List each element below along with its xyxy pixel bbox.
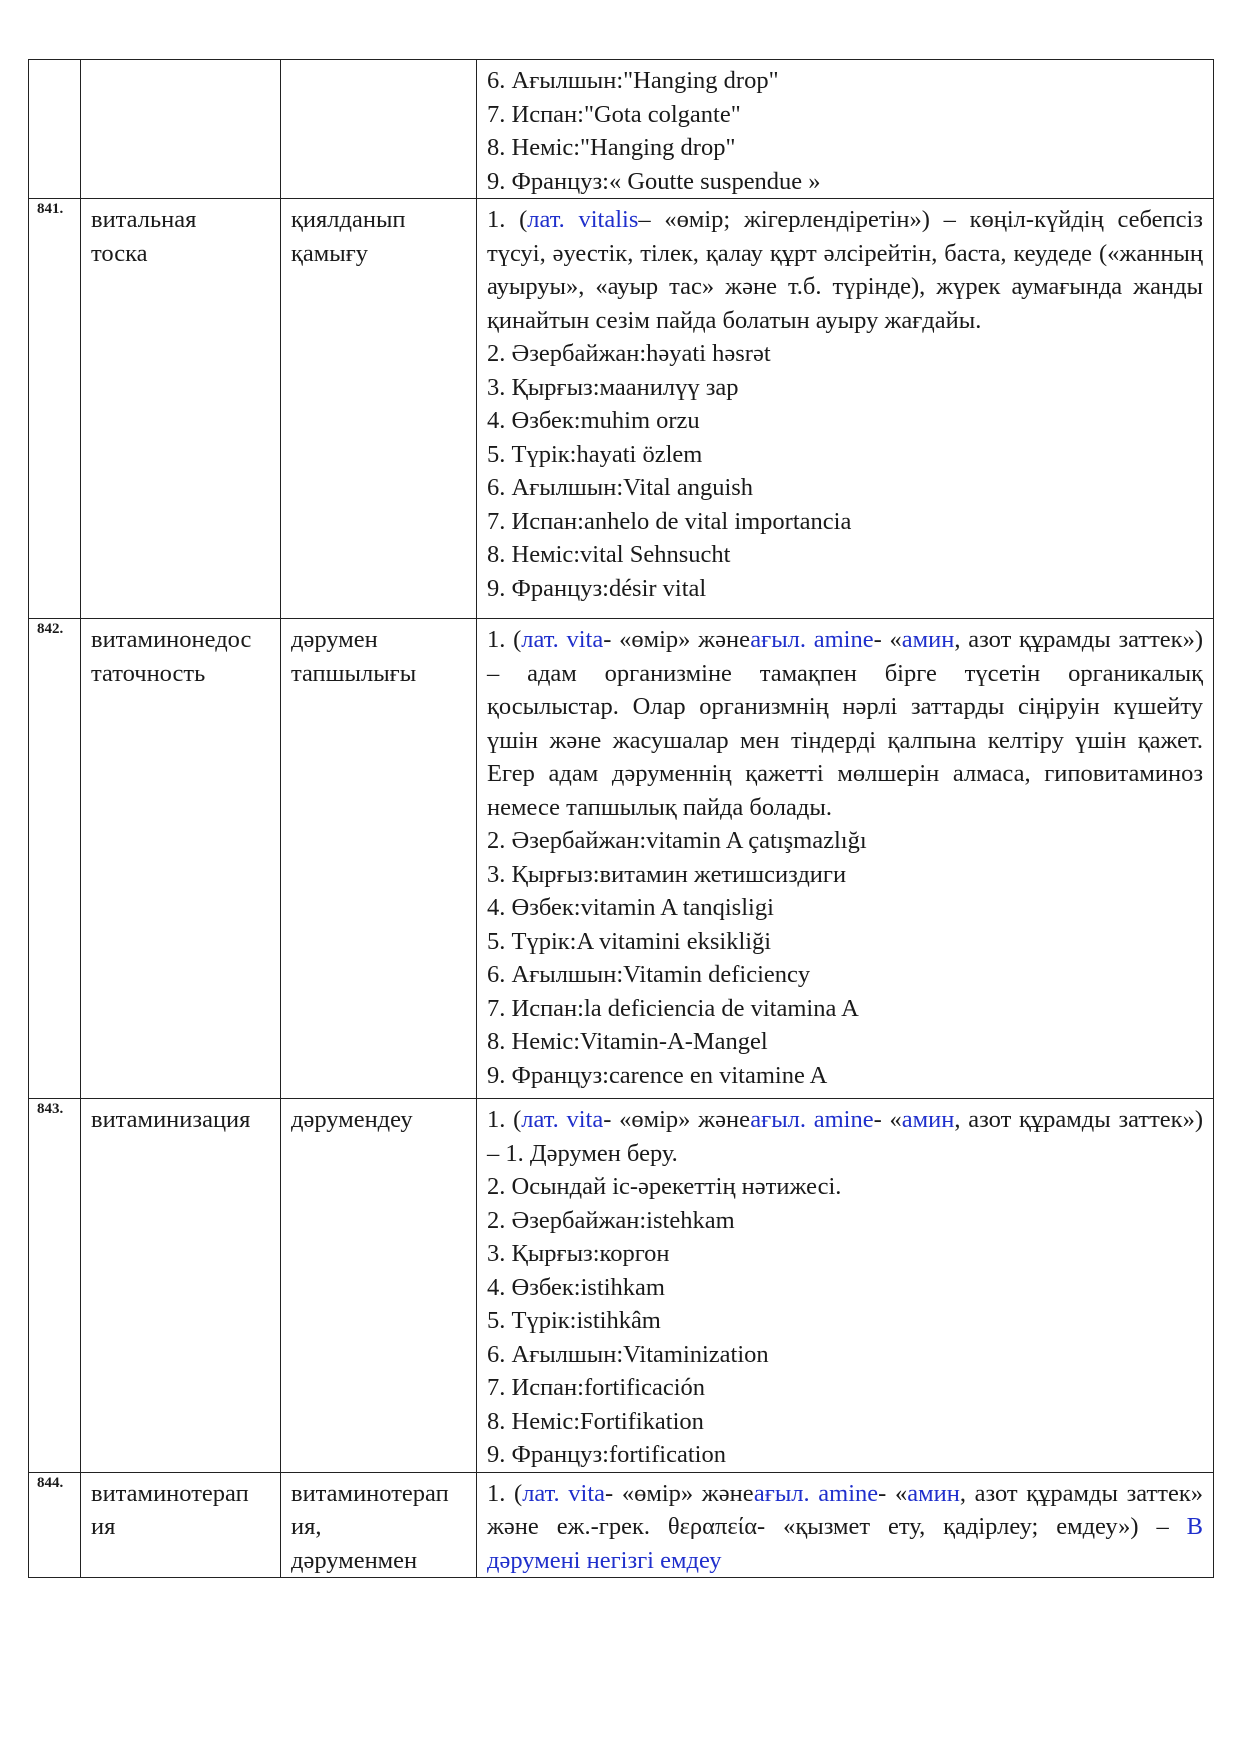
translation-line: 8. Неміс:vital Sehnsucht (487, 541, 731, 568)
etymology-highlight: лат. vitalis (527, 206, 639, 233)
kazakh-term-line: дәрумендеу (291, 1106, 413, 1133)
etymology-highlight: лат. vita (521, 626, 604, 653)
translation-line: 5. Түрік:hayati özlem (487, 440, 703, 468)
translation-line: 3. Қырғыз:коргон (487, 1240, 670, 1267)
definition-segment: 1. ( (487, 1106, 522, 1133)
definition-text (487, 1103, 1203, 1170)
etymology-highlight: ағыл. amine (753, 1479, 879, 1507)
definition-segment: 1. ( (487, 1479, 523, 1507)
table-row (29, 1099, 1214, 1473)
translation-line: 7. Испан:fortificación (487, 1374, 706, 1401)
russian-term-line: витаминотерап (91, 1479, 249, 1507)
definition-text (487, 203, 1203, 337)
translation-line: 5. Түрік:A vitamini eksikliği (487, 927, 772, 955)
definition-segment: – «өмір; жігерлендіретін») – көңіл-күйдің себепсіз түсуі, әуестік, тілек, қалау құрт әлсірейтін, баста, кеудеде («жанның ауыруы», «ауыр тас» және т.б. түрінде), жүрек аумағында жанды қинайтын сезім пайда болатын ауыру жағдайы. (487, 206, 1203, 334)
kazakh-term (281, 1099, 477, 1473)
russian-term-line: витаминонедос (91, 626, 252, 653)
russian-term-line: тоска (91, 239, 148, 267)
translation-line: 8. Неміс:"Hanging drop" (487, 134, 736, 161)
kazakh-term-line: ия, (291, 1513, 322, 1540)
etymology-highlight: лат. vita (522, 1479, 606, 1507)
definition-segment: - « (873, 1106, 902, 1133)
translation-line: 9. Француз:carence en vitamine A (487, 1061, 828, 1089)
kazakh-term-line: дәрумен (291, 626, 378, 653)
translation-line: 2. Әзербайжан:istehkam (487, 1206, 735, 1234)
entry-number (29, 60, 81, 199)
table-row (29, 199, 1214, 619)
russian-term-line: витаминизация (91, 1106, 251, 1133)
definition-cell (477, 619, 1214, 1099)
translation-line: 3. Қырғыз:витамин жетишсиздиги (487, 860, 847, 888)
definition-segment: 1. ( (487, 206, 528, 233)
russian-term-line: витальная (91, 206, 197, 233)
russian-term (81, 619, 281, 1099)
kazakh-term-line: қиялданып (291, 206, 406, 233)
entry-number: 842. (29, 619, 81, 1099)
translation-line: 4. Өзбек:muhim orzu (487, 407, 700, 434)
definition-text (487, 1477, 1203, 1578)
etymology-highlight: лат. vita (521, 1106, 604, 1133)
russian-term (81, 1472, 281, 1578)
translation-line: 6. Ағылшын:Vital anguish (487, 474, 754, 501)
definition-segment: , азот құрамды заттек» және еж.-грек. θεραπεία- «қызмет ету, қадірлеу; емдеу») – (487, 1479, 1203, 1540)
translation-line: 6. Ағылшын:Vitamin deficiency (487, 961, 811, 988)
translation-line: 5. Түрік:istihkâm (487, 1307, 661, 1334)
translation-line: 8. Неміс:Vitamin-A-Mangel (487, 1028, 768, 1055)
definition-cell (477, 199, 1214, 619)
definition-cell (477, 60, 1214, 199)
definition-text (487, 623, 1203, 824)
translation-line: 9. Француз:fortification (487, 1441, 726, 1468)
translation-line: 7. Испан:anhelo de vital importancia (487, 507, 852, 535)
definition-cell (477, 1472, 1214, 1578)
definition-segment: - «өмір» және (605, 1479, 754, 1507)
etymology-highlight: ағыл. amine (750, 1106, 874, 1133)
translation-line: 9. Француз:désir vital (487, 574, 707, 602)
table-row (29, 619, 1214, 1099)
kazakh-term (281, 1472, 477, 1578)
translation-line: 8. Неміс:Fortifikation (487, 1407, 704, 1435)
translation-line: 7. Испан:"Gota colgante" (487, 100, 741, 128)
translation-line: 7. Испан:la deficiencia de vitamina A (487, 994, 859, 1022)
etymology-highlight: В дәрумені негізгі емдеу (487, 1513, 1203, 1574)
definition-segment: 1. ( (487, 626, 522, 653)
translation-line: 2. Осындай іс-әрекеттің нәтижесі. (487, 1173, 842, 1200)
russian-term (81, 199, 281, 619)
definition-segment: - «өмір» және (603, 626, 751, 653)
dictionary-rows (29, 60, 1214, 1578)
translation-line: 4. Өзбек:istihkam (487, 1273, 665, 1301)
table-row (29, 60, 1214, 199)
translation-line: 2. Әзербайжан:vitamin A çatışmazlığı (487, 827, 867, 854)
definition-segment: - «өмір» және (603, 1106, 751, 1133)
translation-line: 2. Әзербайжан:həyati həsrət (487, 340, 771, 367)
entry-number: 843. (29, 1099, 81, 1473)
definition-segment: , азот құрамды заттек») – адам организміне тамақпен бірге түсетін органикалық қосылыстар. Олар организмнің нәрлі заттарды сіңіруін күшейту үшін және жасушалар мен тіндерді қалпына келтіру үшін қажет. Егер адам дәруменнің қажетті мөлшерін алмаса, гиповитаминоз немесе тапшылық пайда болады. (487, 626, 1203, 821)
definition-segment: - « (878, 1479, 908, 1507)
etymology-highlight: амин (901, 626, 955, 653)
translation-line: 9. Француз:« Goutte suspendue » (487, 167, 821, 195)
dictionary-table (28, 59, 1214, 1578)
kazakh-term-line: тапшылығы (291, 659, 417, 687)
kazakh-term (281, 619, 477, 1099)
russian-term-line: таточность (91, 659, 206, 687)
kazakh-term-line: қамығу (291, 239, 369, 267)
definition-segment: - « (873, 626, 902, 653)
etymology-highlight: амин (907, 1479, 960, 1507)
etymology-highlight: ағыл. amine (750, 626, 874, 653)
translation-line: 4. Өзбек:vitamin A tanqisligi (487, 894, 774, 921)
russian-term (81, 1099, 281, 1473)
translation-line: 6. Ағылшын:"Hanging drop" (487, 67, 779, 94)
definition-segment: , азот құрамды заттек») – 1. Дәрумен беру. (487, 1106, 1203, 1167)
kazakh-term (281, 60, 477, 199)
etymology-highlight: амин (901, 1106, 955, 1133)
kazakh-term (281, 199, 477, 619)
translation-line: 6. Ағылшын:Vitaminization (487, 1340, 769, 1368)
table-row (29, 1472, 1214, 1578)
translation-line: 3. Қырғыз:маанилүү зар (487, 373, 739, 401)
definition-cell (477, 1099, 1214, 1473)
entry-number: 841. (29, 199, 81, 619)
kazakh-term-line: витаминотерап (291, 1479, 449, 1507)
kazakh-term-line: дәруменмен (291, 1546, 418, 1574)
russian-term (81, 60, 281, 199)
russian-term-line: ия (91, 1513, 116, 1540)
entry-number: 844. (29, 1472, 81, 1578)
